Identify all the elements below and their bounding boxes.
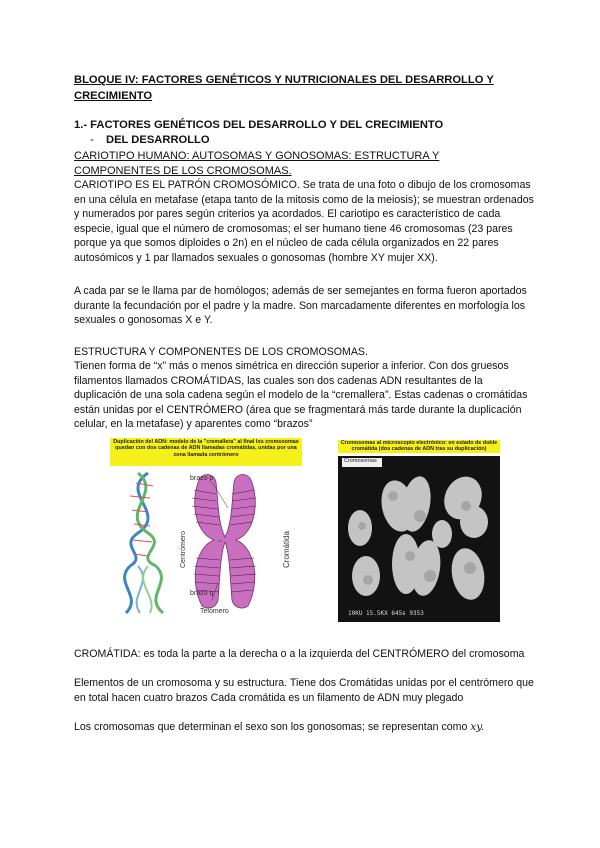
label-centromero: Centrómero	[180, 531, 187, 568]
label-brazo-q: brazo q	[190, 590, 214, 597]
label-cromatida: Cromátida	[282, 531, 291, 568]
micrograph-label: Cromosomas	[344, 458, 377, 464]
paragraph-gonosomas	[74, 720, 534, 735]
paragraph-cromatida: CROMÁTIDA: es toda la parte a la derecha o a la izquierda del CENTRÓMERO del cromosoma	[74, 648, 525, 660]
figure-dna-duplication	[108, 438, 304, 618]
label-telomero: Telómero	[200, 608, 229, 615]
chromosome-micrograph-image	[338, 456, 500, 622]
paragraph-estructura: Tienen forma de “x” más o menos simétrica en dirección superior a inferior. Con dos gruesos filamentos llamados CROMÁTIDAS, las cuales son dos cadenas ADN resultantes de la duplicación de una sola cadena según el modelo de la “cremallera”. Estas cadenas o cromátidas están unidas por el CENTRÓMERO (área que se fragmentará más tarde durante la duplicación celular, en la metafase) y aparentes como “brazos”	[74, 360, 528, 431]
dna-helix-icon	[125, 473, 163, 613]
bullet-dash: -	[90, 134, 94, 146]
figure-caption-left: Duplicación del ADN: modelo de la "cremallera" al final los cromosomas quedan con dos cadenas de ADN llamadas cromátidas, unidas por una zona llamada centrómero	[110, 438, 302, 466]
label-brazo-p: brazo p	[190, 475, 214, 482]
figure-micrograph	[338, 440, 500, 622]
paragraph-heading-estructura: ESTRUCTURA Y COMPONENTES DE LOS CROMOSOMAS.	[74, 346, 368, 358]
paragraph-homologos: A cada par se le llama par de homólogos; además de ser semejantes en forma fueron aportados durante la fecundación por el padre y la madre. Son marcadamente diferentes en morfología los sexuales o gonosomas X e Y.	[74, 285, 527, 327]
figure-caption-right: Cromosomas al microscopio electrónico: en estado de doble cromátida (dos cadenas de ADN tras su duplicación)	[338, 440, 500, 453]
document-title: BLOQUE IV: FACTORES GENÉTICOS Y NUTRICIONALES DEL DESARROLLO Y CRECIMIENTO	[74, 74, 494, 102]
chromosome-icon	[192, 475, 256, 608]
section-heading-line-2: DEL DESARROLLO	[106, 134, 210, 146]
section-heading: 1.- FACTORES GENÉTICOS DEL DESARROLLO Y DEL CRECIMIENTO	[74, 119, 444, 131]
micrograph-scale-bar: 10KU 15.5KX 645s 9353	[348, 610, 424, 617]
paragraph-cariotipo: CARIOTIPO ES EL PATRÓN CROMOSÓMICO. Se trata de una foto o dibujo de los cromosomas en una célula en metafase (etapa tanto de la mitosis como de la meiosis); se muestran ordenados y numerados por pares según criterios ya acordados. El cariotipo es característico de cada especie, igual que el número de cromosomas; el ser humano tiene 46 cromosomas (23 pares porque ya que somos diploides o 2n) en el núcleo de cada célula organizados en 22 pares autosómicos y 1 par llamados sexuales o gonosomas (hombre XY mujer XX).	[74, 179, 534, 264]
paragraph-elementos: Elementos de un cromosoma y su estructura. Tiene dos Cromátidas unidas por el centrómero que en total hacen cuatro brazos Cada cromátida es un filamento de ADN muy plegado	[74, 677, 534, 704]
gonosomas-text: Los cromosomas que determinan el sexo son los gonosomas; se representan como	[74, 721, 471, 733]
section-heading-continued	[90, 133, 210, 148]
gonosomas-symbol: xy.	[470, 721, 485, 733]
subheading: CARIOTIPO HUMANO: AUTOSOMAS Y GONOSOMAS: ESTRUCTURA Y COMPONENTES DE LOS CROMOSOMAS.	[74, 150, 440, 177]
